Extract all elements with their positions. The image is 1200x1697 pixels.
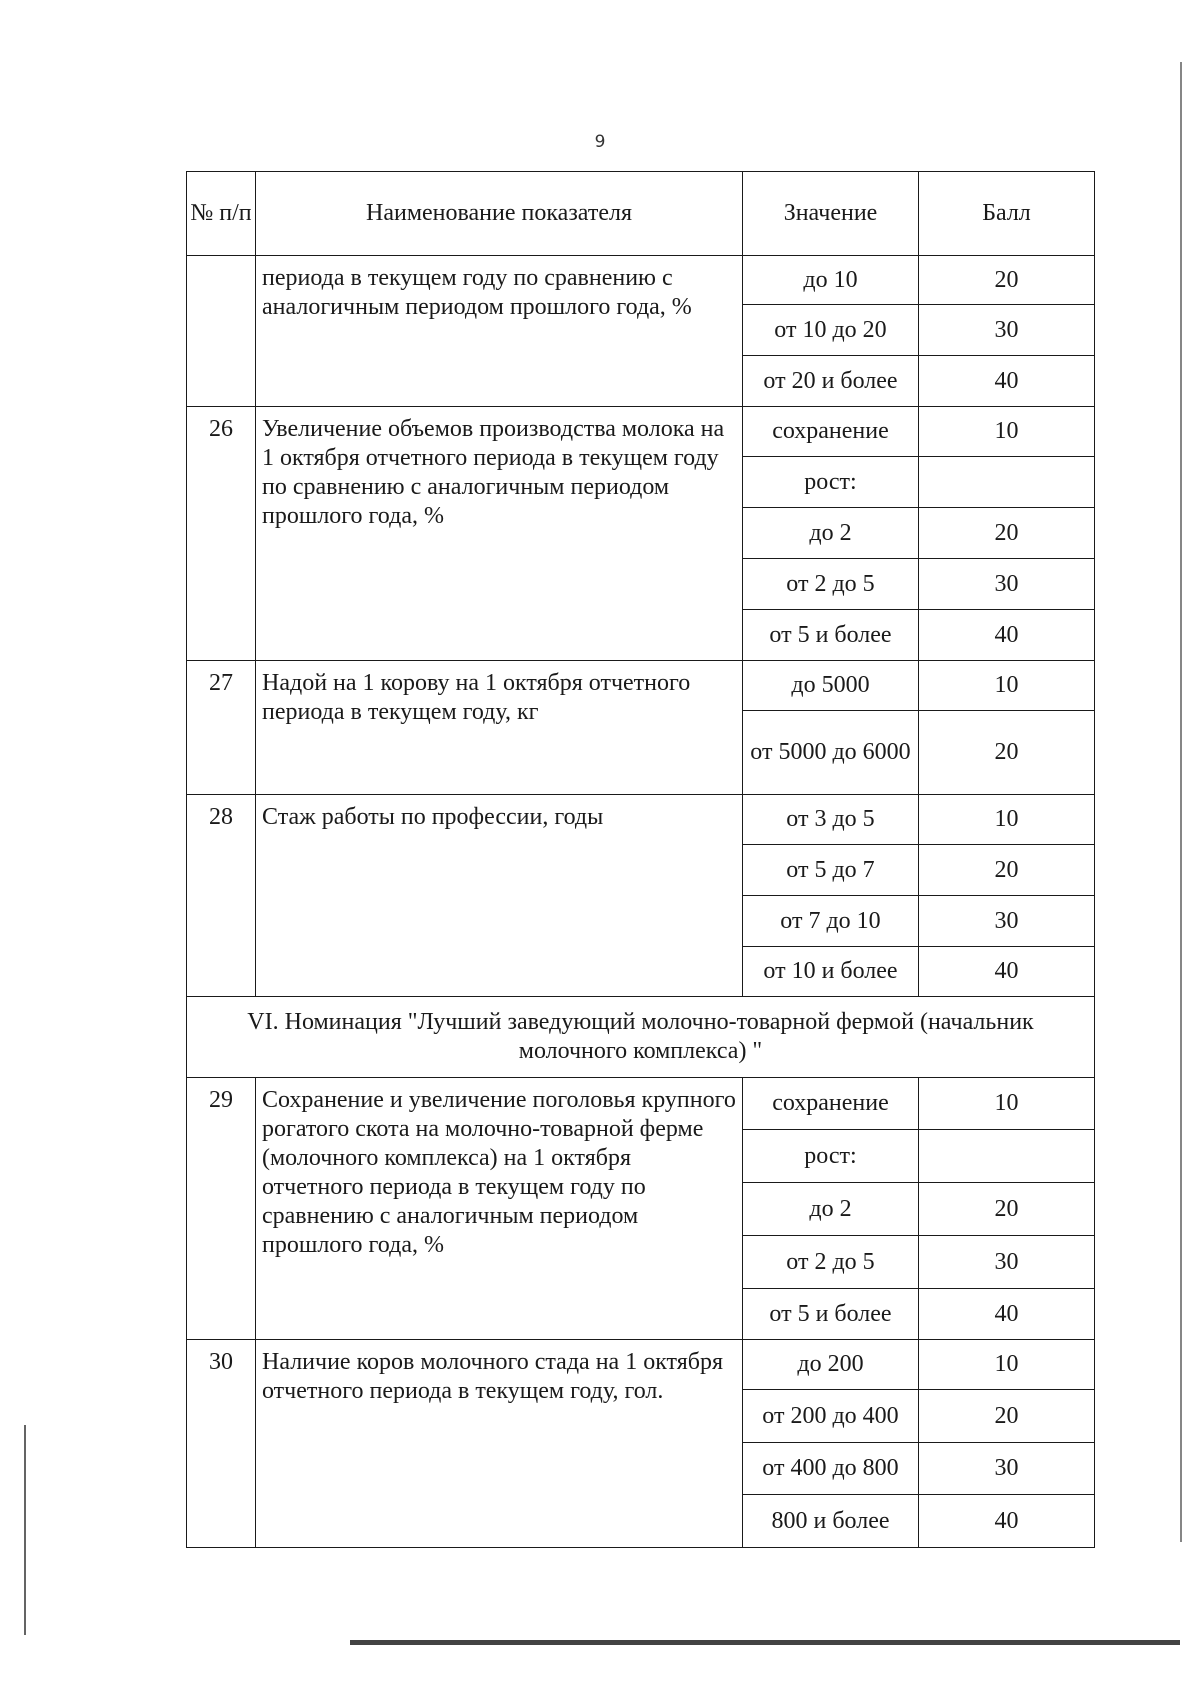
row-number: 28 bbox=[187, 795, 256, 997]
indicator-name: периода в текущем году по сравнению с аналогичным периодом прошлого года, % bbox=[256, 256, 743, 407]
criteria-table-container bbox=[186, 171, 1094, 1548]
indicator-name: Стаж работы по профессии, годы bbox=[256, 795, 743, 997]
indicator-value: от 10 до 20 bbox=[743, 305, 919, 356]
indicator-points: 30 bbox=[919, 1443, 1095, 1495]
indicator-value: от 2 до 5 bbox=[743, 559, 919, 610]
table-row bbox=[187, 795, 1095, 845]
table-header-row bbox=[187, 172, 1095, 256]
scan-edge-right bbox=[1180, 62, 1182, 1542]
header-num: № п/п bbox=[187, 172, 256, 256]
row-number: 29 bbox=[187, 1078, 256, 1340]
indicator-points: 10 bbox=[919, 1078, 1095, 1130]
indicator-points: 40 bbox=[919, 1289, 1095, 1340]
header-value: Значение bbox=[743, 172, 919, 256]
indicator-points: 20 bbox=[919, 256, 1095, 305]
indicator-value: до 200 bbox=[743, 1340, 919, 1390]
indicator-value: до 10 bbox=[743, 256, 919, 305]
indicator-points: 30 bbox=[919, 305, 1095, 356]
indicator-value: от 5 до 7 bbox=[743, 845, 919, 896]
header-points: Балл bbox=[919, 172, 1095, 256]
header-name: Наименование показателя bbox=[256, 172, 743, 256]
indicator-value: от 5 и более bbox=[743, 610, 919, 661]
indicator-points: 40 bbox=[919, 610, 1095, 661]
indicator-points: 40 bbox=[919, 947, 1095, 997]
indicator-points: 30 bbox=[919, 1236, 1095, 1289]
indicator-points: 20 bbox=[919, 845, 1095, 896]
indicator-points: 10 bbox=[919, 795, 1095, 845]
indicator-points: 40 bbox=[919, 1495, 1095, 1548]
section-title: VI. Номинация "Лучший заведующий молочно-товарной фермой (начальник молочного комплекса) " bbox=[187, 997, 1095, 1078]
row-number: 26 bbox=[187, 407, 256, 661]
criteria-table bbox=[186, 171, 1095, 1548]
table-body bbox=[187, 256, 1095, 1548]
scan-edge-bottom bbox=[350, 1640, 1180, 1645]
indicator-value: от 7 до 10 bbox=[743, 896, 919, 947]
indicator-value: до 2 bbox=[743, 1183, 919, 1236]
indicator-value: от 3 до 5 bbox=[743, 795, 919, 845]
table-row bbox=[187, 661, 1095, 711]
indicator-points: 20 bbox=[919, 711, 1095, 795]
table-row bbox=[187, 407, 1095, 457]
indicator-value: от 400 до 800 bbox=[743, 1443, 919, 1495]
indicator-points: 20 bbox=[919, 1183, 1095, 1236]
scan-edge-left bbox=[24, 1425, 26, 1635]
indicator-points: 30 bbox=[919, 896, 1095, 947]
page-number: 9 bbox=[594, 132, 606, 152]
indicator-points: 30 bbox=[919, 559, 1095, 610]
table-row bbox=[187, 1078, 1095, 1130]
indicator-value: сохранение bbox=[743, 407, 919, 457]
indicator-value: от 2 до 5 bbox=[743, 1236, 919, 1289]
indicator-points: 40 bbox=[919, 356, 1095, 407]
indicator-value: от 20 и более bbox=[743, 356, 919, 407]
section-row bbox=[187, 997, 1095, 1078]
table-row bbox=[187, 256, 1095, 305]
row-number bbox=[187, 256, 256, 407]
indicator-name: Сохранение и увеличение поголовья крупного рогатого скота на молочно-товарной ферме (молочного комплекса) на 1 октября отчетного периода в текущем году по сравнению с аналогичным периодом прошлого года, % bbox=[256, 1078, 743, 1340]
indicator-value: сохранение bbox=[743, 1078, 919, 1130]
indicator-points: 20 bbox=[919, 508, 1095, 559]
indicator-name: Наличие коров молочного стада на 1 октября отчетного периода в текущем году, гол. bbox=[256, 1340, 743, 1548]
indicator-points: 20 bbox=[919, 1390, 1095, 1443]
row-number: 27 bbox=[187, 661, 256, 795]
indicator-points bbox=[919, 457, 1095, 508]
indicator-value: от 5 и более bbox=[743, 1289, 919, 1340]
indicator-value: от 200 до 400 bbox=[743, 1390, 919, 1443]
indicator-value: до 2 bbox=[743, 508, 919, 559]
indicator-value: 800 и более bbox=[743, 1495, 919, 1548]
indicator-points: 10 bbox=[919, 661, 1095, 711]
indicator-value: от 10 и более bbox=[743, 947, 919, 997]
table-row bbox=[187, 1340, 1095, 1390]
indicator-value: до 5000 bbox=[743, 661, 919, 711]
indicator-value: рост: bbox=[743, 1130, 919, 1183]
indicator-name: Надой на 1 корову на 1 октября отчетного периода в текущем году, кг bbox=[256, 661, 743, 795]
indicator-value: рост: bbox=[743, 457, 919, 508]
indicator-points bbox=[919, 1130, 1095, 1183]
indicator-points: 10 bbox=[919, 1340, 1095, 1390]
indicator-points: 10 bbox=[919, 407, 1095, 457]
row-number: 30 bbox=[187, 1340, 256, 1548]
indicator-name: Увеличение объемов производства молока на 1 октября отчетного периода в текущем году по сравнению с аналогичным периодом прошлого года, % bbox=[256, 407, 743, 661]
indicator-value: от 5000 до 6000 bbox=[743, 711, 919, 795]
